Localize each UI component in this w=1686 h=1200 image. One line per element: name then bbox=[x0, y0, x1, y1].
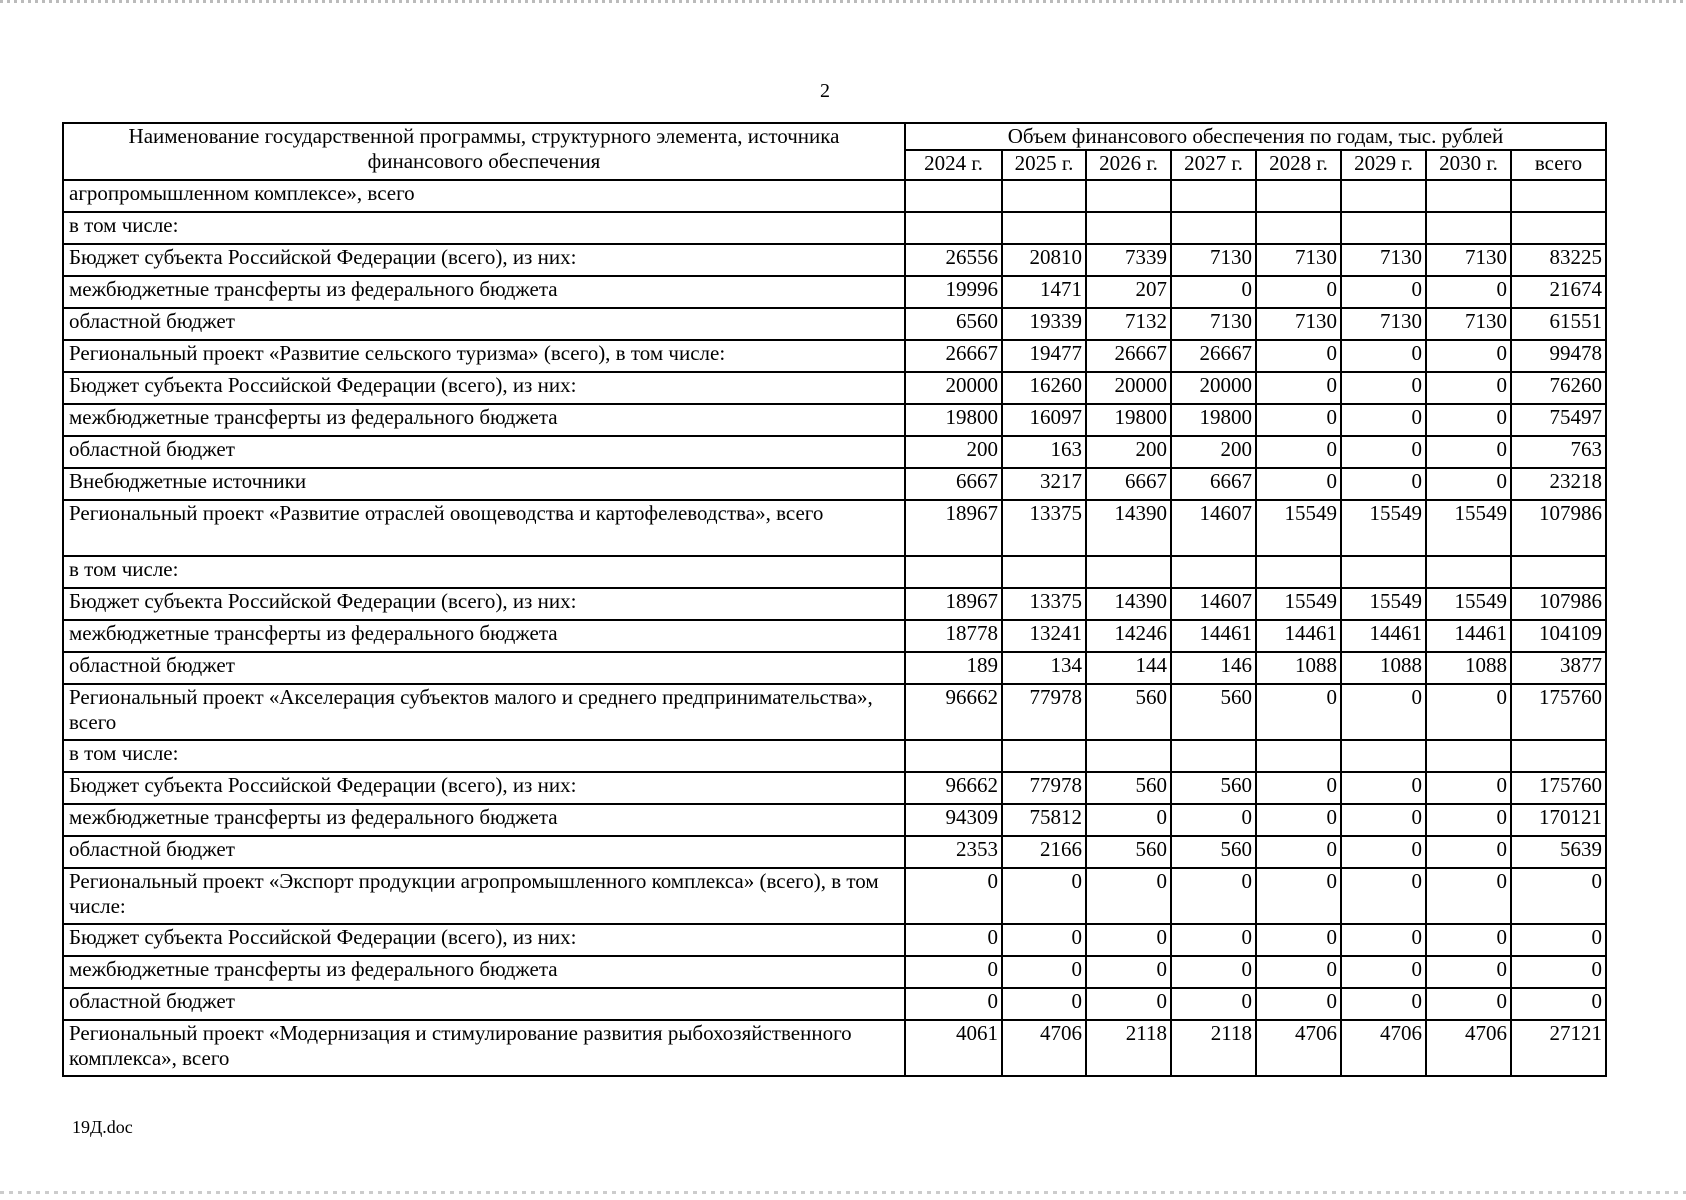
value-cell bbox=[1002, 740, 1086, 772]
table-body bbox=[63, 180, 1606, 1076]
value-cell: 0 bbox=[1086, 868, 1171, 924]
value-cell: 19339 bbox=[1002, 308, 1086, 340]
value-cell: 0 bbox=[1426, 924, 1511, 956]
value-cell: 7130 bbox=[1256, 244, 1341, 276]
value-cell: 4706 bbox=[1341, 1020, 1426, 1076]
scan-edge-top bbox=[0, 0, 1686, 3]
value-cell: 7339 bbox=[1086, 244, 1171, 276]
value-cell: 0 bbox=[1426, 276, 1511, 308]
value-cell: 0 bbox=[1426, 772, 1511, 804]
value-cell: 0 bbox=[1171, 276, 1256, 308]
value-cell: 0 bbox=[1256, 772, 1341, 804]
value-cell: 0 bbox=[1426, 988, 1511, 1020]
value-cell: 14390 bbox=[1086, 500, 1171, 556]
year-header: 2027 г. bbox=[1171, 150, 1256, 180]
year-header: всего bbox=[1511, 150, 1606, 180]
value-cell: 94309 bbox=[905, 804, 1002, 836]
table-row bbox=[63, 956, 1606, 988]
table-row bbox=[63, 588, 1606, 620]
table-row bbox=[63, 836, 1606, 868]
value-cell: 19477 bbox=[1002, 340, 1086, 372]
value-cell bbox=[1171, 212, 1256, 244]
value-cell: 0 bbox=[1341, 436, 1426, 468]
value-cell: 0 bbox=[1171, 924, 1256, 956]
value-cell: 20810 bbox=[1002, 244, 1086, 276]
value-cell: 0 bbox=[1426, 468, 1511, 500]
value-cell: 0 bbox=[1426, 684, 1511, 740]
value-cell: 560 bbox=[1171, 684, 1256, 740]
value-cell: 560 bbox=[1171, 836, 1256, 868]
value-cell: 15549 bbox=[1426, 588, 1511, 620]
value-cell: 75812 bbox=[1002, 804, 1086, 836]
value-cell: 14390 bbox=[1086, 588, 1171, 620]
year-header: 2024 г. bbox=[905, 150, 1002, 180]
year-header: 2025 г. bbox=[1002, 150, 1086, 180]
value-cell: 0 bbox=[1341, 988, 1426, 1020]
table-row bbox=[63, 924, 1606, 956]
value-cell bbox=[1341, 740, 1426, 772]
value-cell: 0 bbox=[1002, 868, 1086, 924]
value-cell: 2118 bbox=[1086, 1020, 1171, 1076]
row-label: в том числе: bbox=[63, 556, 905, 588]
value-cell: 0 bbox=[1341, 804, 1426, 836]
table-row bbox=[63, 340, 1606, 372]
value-cell: 200 bbox=[1171, 436, 1256, 468]
value-cell: 0 bbox=[1256, 868, 1341, 924]
value-cell: 1088 bbox=[1426, 652, 1511, 684]
row-label: Региональный проект «Развитие отраслей овощеводства и картофелеводства», всего bbox=[63, 500, 905, 556]
value-cell: 0 bbox=[1086, 804, 1171, 836]
value-cell: 19800 bbox=[905, 404, 1002, 436]
value-cell: 14461 bbox=[1341, 620, 1426, 652]
value-cell: 0 bbox=[1511, 988, 1606, 1020]
value-cell: 0 bbox=[1256, 276, 1341, 308]
value-cell bbox=[1341, 180, 1426, 212]
value-cell: 5639 bbox=[1511, 836, 1606, 868]
value-cell: 560 bbox=[1086, 772, 1171, 804]
table-row bbox=[63, 180, 1606, 212]
value-cell: 26667 bbox=[1086, 340, 1171, 372]
value-cell: 13375 bbox=[1002, 588, 1086, 620]
value-cell: 2118 bbox=[1171, 1020, 1256, 1076]
value-cell: 0 bbox=[1341, 956, 1426, 988]
value-cell: 13375 bbox=[1002, 500, 1086, 556]
row-label: областной бюджет bbox=[63, 652, 905, 684]
table-row bbox=[63, 652, 1606, 684]
value-cell bbox=[1426, 740, 1511, 772]
value-cell: 0 bbox=[1426, 868, 1511, 924]
row-label: в том числе: bbox=[63, 212, 905, 244]
value-cell: 15549 bbox=[1341, 588, 1426, 620]
value-cell: 16097 bbox=[1002, 404, 1086, 436]
value-cell: 0 bbox=[1426, 404, 1511, 436]
value-cell: 0 bbox=[1171, 804, 1256, 836]
value-cell: 27121 bbox=[1511, 1020, 1606, 1076]
value-cell: 76260 bbox=[1511, 372, 1606, 404]
value-cell: 3217 bbox=[1002, 468, 1086, 500]
value-cell: 0 bbox=[1256, 436, 1341, 468]
value-cell: 0 bbox=[1341, 868, 1426, 924]
value-cell bbox=[1511, 180, 1606, 212]
value-cell: 207 bbox=[1086, 276, 1171, 308]
row-label: Бюджет субъекта Российской Федерации (всего), из них: bbox=[63, 372, 905, 404]
value-cell: 0 bbox=[1086, 924, 1171, 956]
value-cell: 83225 bbox=[1511, 244, 1606, 276]
value-cell: 14607 bbox=[1171, 588, 1256, 620]
year-header: 2028 г. bbox=[1256, 150, 1341, 180]
value-cell bbox=[905, 740, 1002, 772]
value-cell: 0 bbox=[1341, 404, 1426, 436]
value-cell bbox=[1002, 212, 1086, 244]
table-row bbox=[63, 988, 1606, 1020]
value-cell: 7132 bbox=[1086, 308, 1171, 340]
value-cell: 1088 bbox=[1341, 652, 1426, 684]
value-cell: 7130 bbox=[1171, 244, 1256, 276]
scan-edge-bottom bbox=[0, 1191, 1686, 1194]
value-cell: 170121 bbox=[1511, 804, 1606, 836]
value-cell: 20000 bbox=[1086, 372, 1171, 404]
footer-filename: 19Д.doc bbox=[72, 1117, 133, 1137]
value-cell: 0 bbox=[1086, 956, 1171, 988]
table-row bbox=[63, 468, 1606, 500]
row-label: в том числе: bbox=[63, 740, 905, 772]
row-label: межбюджетные трансферты из федерального бюджета bbox=[63, 804, 905, 836]
value-cell bbox=[905, 556, 1002, 588]
value-cell bbox=[1341, 556, 1426, 588]
value-cell: 6667 bbox=[1086, 468, 1171, 500]
value-cell: 0 bbox=[1256, 956, 1341, 988]
value-cell: 0 bbox=[1426, 340, 1511, 372]
value-cell: 26667 bbox=[905, 340, 1002, 372]
value-cell: 6667 bbox=[1171, 468, 1256, 500]
value-cell: 2353 bbox=[905, 836, 1002, 868]
value-cell bbox=[1511, 556, 1606, 588]
table-row bbox=[63, 436, 1606, 468]
value-cell: 7130 bbox=[1426, 244, 1511, 276]
value-cell bbox=[1086, 740, 1171, 772]
value-cell: 104109 bbox=[1511, 620, 1606, 652]
value-cell bbox=[1256, 212, 1341, 244]
table-row bbox=[63, 868, 1606, 924]
value-cell: 146 bbox=[1171, 652, 1256, 684]
value-cell: 0 bbox=[1002, 924, 1086, 956]
value-cell: 0 bbox=[1086, 988, 1171, 1020]
table-row bbox=[63, 500, 1606, 556]
value-cell: 175760 bbox=[1511, 772, 1606, 804]
value-cell: 14607 bbox=[1171, 500, 1256, 556]
table-row bbox=[63, 620, 1606, 652]
year-header: 2026 г. bbox=[1086, 150, 1171, 180]
value-cell bbox=[1171, 556, 1256, 588]
value-cell: 0 bbox=[1256, 836, 1341, 868]
value-cell: 13241 bbox=[1002, 620, 1086, 652]
value-cell bbox=[1426, 212, 1511, 244]
value-cell: 163 bbox=[1002, 436, 1086, 468]
row-label: Бюджет субъекта Российской Федерации (всего), из них: bbox=[63, 924, 905, 956]
value-cell: 175760 bbox=[1511, 684, 1606, 740]
value-cell bbox=[1171, 740, 1256, 772]
value-cell: 0 bbox=[1511, 924, 1606, 956]
value-cell: 107986 bbox=[1511, 588, 1606, 620]
value-cell bbox=[1426, 180, 1511, 212]
value-cell: 6667 bbox=[905, 468, 1002, 500]
value-cell: 15549 bbox=[1256, 588, 1341, 620]
table-row bbox=[63, 804, 1606, 836]
row-label: областной бюджет bbox=[63, 436, 905, 468]
value-cell: 6560 bbox=[905, 308, 1002, 340]
value-cell: 0 bbox=[905, 988, 1002, 1020]
value-cell bbox=[1256, 556, 1341, 588]
value-cell: 26667 bbox=[1171, 340, 1256, 372]
value-cell: 107986 bbox=[1511, 500, 1606, 556]
value-cell: 1471 bbox=[1002, 276, 1086, 308]
row-label: межбюджетные трансферты из федерального бюджета bbox=[63, 620, 905, 652]
value-cell: 0 bbox=[1341, 468, 1426, 500]
value-cell: 96662 bbox=[905, 684, 1002, 740]
table-row bbox=[63, 276, 1606, 308]
value-cell: 15549 bbox=[1426, 500, 1511, 556]
value-cell bbox=[1256, 740, 1341, 772]
value-cell: 0 bbox=[1341, 684, 1426, 740]
header-name: Наименование государственной программы, структурного элемента, источника финансового обеспечения bbox=[63, 123, 905, 180]
year-header: 2030 г. bbox=[1426, 150, 1511, 180]
value-cell: 18778 bbox=[905, 620, 1002, 652]
value-cell: 0 bbox=[1426, 836, 1511, 868]
value-cell: 134 bbox=[1002, 652, 1086, 684]
value-cell: 0 bbox=[1426, 956, 1511, 988]
value-cell: 77978 bbox=[1002, 772, 1086, 804]
table-row bbox=[63, 684, 1606, 740]
value-cell: 20000 bbox=[905, 372, 1002, 404]
value-cell: 144 bbox=[1086, 652, 1171, 684]
value-cell: 200 bbox=[905, 436, 1002, 468]
row-label: областной бюджет bbox=[63, 836, 905, 868]
value-cell: 7130 bbox=[1426, 308, 1511, 340]
value-cell: 0 bbox=[1002, 956, 1086, 988]
value-cell: 14461 bbox=[1171, 620, 1256, 652]
value-cell: 14461 bbox=[1256, 620, 1341, 652]
table-row bbox=[63, 308, 1606, 340]
value-cell: 0 bbox=[1171, 868, 1256, 924]
header-group: Объем финансового обеспечения по годам, тыс. рублей bbox=[905, 123, 1606, 150]
value-cell: 4706 bbox=[1002, 1020, 1086, 1076]
value-cell: 23218 bbox=[1511, 468, 1606, 500]
value-cell: 14461 bbox=[1426, 620, 1511, 652]
value-cell bbox=[1086, 556, 1171, 588]
value-cell bbox=[1426, 556, 1511, 588]
value-cell: 61551 bbox=[1511, 308, 1606, 340]
value-cell: 189 bbox=[905, 652, 1002, 684]
value-cell: 0 bbox=[1256, 684, 1341, 740]
table-row bbox=[63, 740, 1606, 772]
value-cell: 0 bbox=[1341, 924, 1426, 956]
year-header: 2029 г. bbox=[1341, 150, 1426, 180]
table-row bbox=[63, 1020, 1606, 1076]
value-cell: 0 bbox=[1256, 988, 1341, 1020]
table-row bbox=[63, 212, 1606, 244]
value-cell: 7130 bbox=[1341, 308, 1426, 340]
row-label: межбюджетные трансферты из федерального бюджета bbox=[63, 404, 905, 436]
value-cell bbox=[1002, 180, 1086, 212]
value-cell: 18967 bbox=[905, 588, 1002, 620]
value-cell: 3877 bbox=[1511, 652, 1606, 684]
row-label: Региональный проект «Экспорт продукции агропромышленного комплекса» (всего), в том числе: bbox=[63, 868, 905, 924]
value-cell: 75497 bbox=[1511, 404, 1606, 436]
value-cell: 4706 bbox=[1426, 1020, 1511, 1076]
value-cell: 0 bbox=[1341, 372, 1426, 404]
value-cell: 0 bbox=[1341, 276, 1426, 308]
value-cell: 0 bbox=[1256, 468, 1341, 500]
row-label: Бюджет субъекта Российской Федерации (всего), из них: bbox=[63, 244, 905, 276]
value-cell: 0 bbox=[1341, 340, 1426, 372]
value-cell: 560 bbox=[1171, 772, 1256, 804]
value-cell: 20000 bbox=[1171, 372, 1256, 404]
row-label: Бюджет субъекта Российской Федерации (всего), из них: bbox=[63, 588, 905, 620]
value-cell: 1088 bbox=[1256, 652, 1341, 684]
row-label: межбюджетные трансферты из федерального бюджета bbox=[63, 956, 905, 988]
row-label: областной бюджет bbox=[63, 308, 905, 340]
value-cell: 560 bbox=[1086, 836, 1171, 868]
value-cell: 0 bbox=[1426, 436, 1511, 468]
value-cell: 99478 bbox=[1511, 340, 1606, 372]
value-cell: 19800 bbox=[1171, 404, 1256, 436]
row-label: Внебюджетные источники bbox=[63, 468, 905, 500]
value-cell: 0 bbox=[1426, 804, 1511, 836]
value-cell: 0 bbox=[905, 956, 1002, 988]
value-cell bbox=[1171, 180, 1256, 212]
value-cell bbox=[1341, 212, 1426, 244]
value-cell bbox=[905, 180, 1002, 212]
value-cell: 14246 bbox=[1086, 620, 1171, 652]
table-row bbox=[63, 556, 1606, 588]
value-cell: 19996 bbox=[905, 276, 1002, 308]
value-cell: 0 bbox=[1256, 404, 1341, 436]
value-cell: 7130 bbox=[1256, 308, 1341, 340]
value-cell bbox=[1511, 740, 1606, 772]
value-cell: 2166 bbox=[1002, 836, 1086, 868]
value-cell: 0 bbox=[1256, 372, 1341, 404]
value-cell bbox=[905, 212, 1002, 244]
value-cell: 763 bbox=[1511, 436, 1606, 468]
value-cell: 18967 bbox=[905, 500, 1002, 556]
value-cell: 200 bbox=[1086, 436, 1171, 468]
value-cell: 77978 bbox=[1002, 684, 1086, 740]
table-row bbox=[63, 372, 1606, 404]
value-cell: 16260 bbox=[1002, 372, 1086, 404]
row-label: Бюджет субъекта Российской Федерации (всего), из них: bbox=[63, 772, 905, 804]
value-cell: 21674 bbox=[1511, 276, 1606, 308]
value-cell bbox=[1256, 180, 1341, 212]
value-cell bbox=[1086, 212, 1171, 244]
value-cell: 19800 bbox=[1086, 404, 1171, 436]
value-cell: 96662 bbox=[905, 772, 1002, 804]
value-cell: 15549 bbox=[1256, 500, 1341, 556]
value-cell: 26556 bbox=[905, 244, 1002, 276]
value-cell: 560 bbox=[1086, 684, 1171, 740]
value-cell: 0 bbox=[1426, 372, 1511, 404]
financing-table bbox=[62, 122, 1607, 1077]
value-cell: 0 bbox=[1511, 868, 1606, 924]
table-row bbox=[63, 404, 1606, 436]
value-cell bbox=[1086, 180, 1171, 212]
value-cell: 0 bbox=[1341, 772, 1426, 804]
value-cell: 15549 bbox=[1341, 500, 1426, 556]
row-label: областной бюджет bbox=[63, 988, 905, 1020]
value-cell: 0 bbox=[1002, 988, 1086, 1020]
value-cell: 4061 bbox=[905, 1020, 1002, 1076]
value-cell: 0 bbox=[1256, 340, 1341, 372]
row-label: Региональный проект «Развитие сельского туризма» (всего), в том числе: bbox=[63, 340, 905, 372]
page-number: 2 bbox=[820, 80, 830, 102]
value-cell: 0 bbox=[1511, 956, 1606, 988]
value-cell: 0 bbox=[905, 868, 1002, 924]
value-cell: 0 bbox=[1341, 836, 1426, 868]
value-cell bbox=[1002, 556, 1086, 588]
value-cell: 0 bbox=[1256, 924, 1341, 956]
row-label: Региональный проект «Модернизация и стимулирование развития рыбохозяйственного комплекса», всего bbox=[63, 1020, 905, 1076]
value-cell: 7130 bbox=[1341, 244, 1426, 276]
table-row bbox=[63, 772, 1606, 804]
value-cell bbox=[1511, 212, 1606, 244]
value-cell: 0 bbox=[1171, 988, 1256, 1020]
value-cell: 0 bbox=[905, 924, 1002, 956]
table-row bbox=[63, 244, 1606, 276]
row-label: Региональный проект «Акселерация субъектов малого и среднего предпринимательства», всего bbox=[63, 684, 905, 740]
value-cell: 7130 bbox=[1171, 308, 1256, 340]
value-cell: 0 bbox=[1171, 956, 1256, 988]
row-label: межбюджетные трансферты из федерального бюджета bbox=[63, 276, 905, 308]
value-cell: 0 bbox=[1256, 804, 1341, 836]
row-label: агропромышленном комплексе», всего bbox=[63, 180, 905, 212]
value-cell: 4706 bbox=[1256, 1020, 1341, 1076]
